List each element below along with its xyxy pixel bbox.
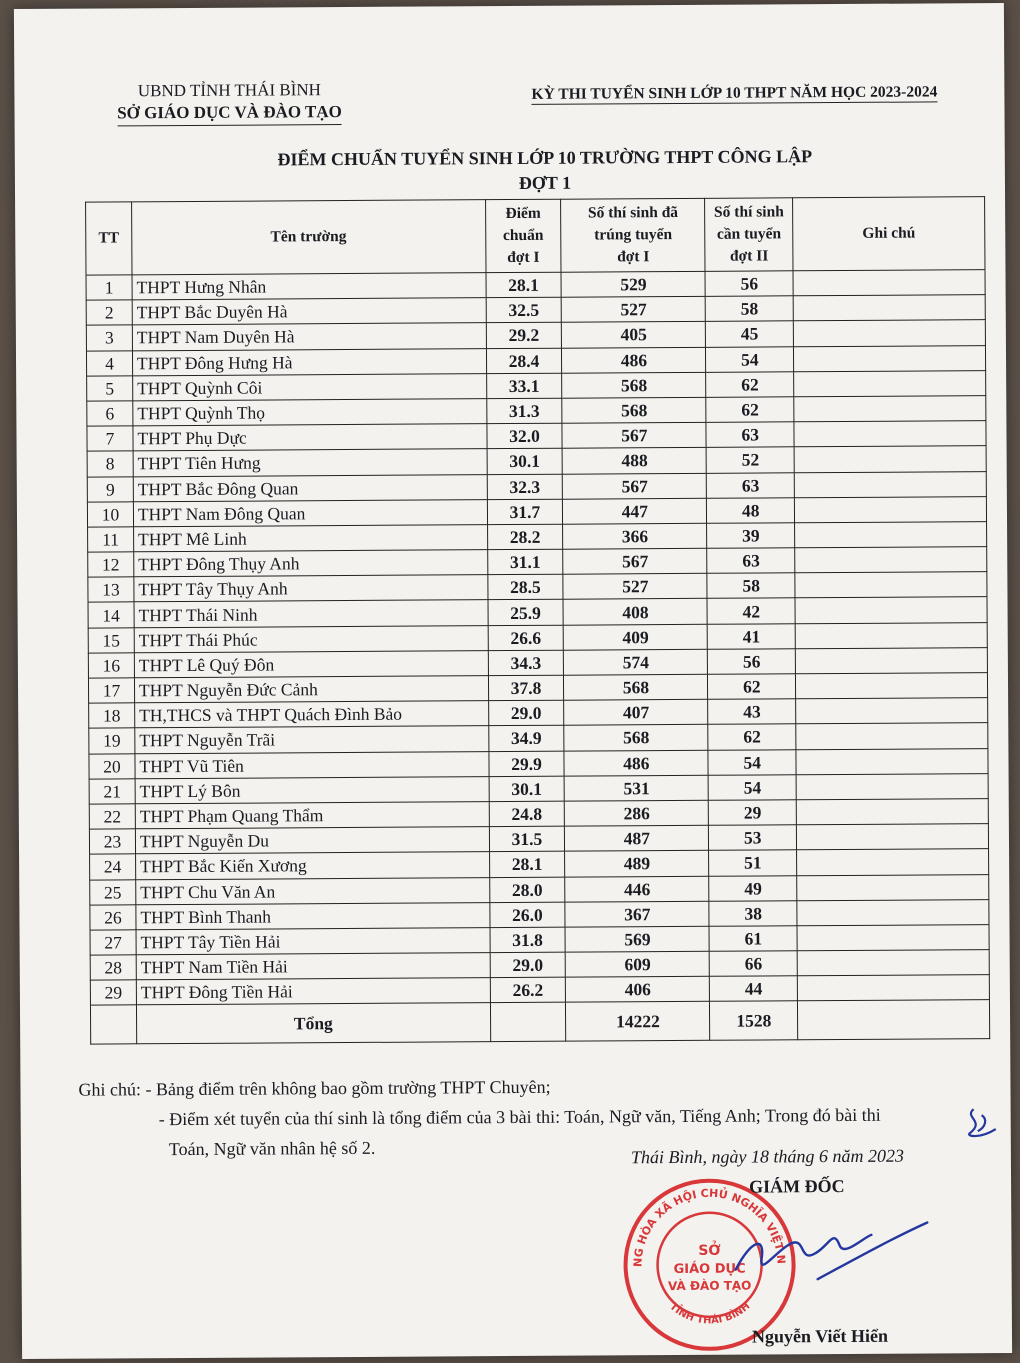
row-needed: 54 [708,775,796,801]
row-needed: 62 [708,724,796,750]
col-admitted [561,198,705,272]
exam-heading [484,83,984,104]
row-needed: 62 [706,397,794,423]
row-admitted: 567 [563,473,707,499]
row-tt: 28 [90,955,136,980]
row-needed: 29 [709,800,797,826]
row-admitted: 574 [564,649,708,675]
col-admitted-line: đợt I [617,248,650,266]
row-admitted: 406 [566,977,710,1003]
row-school: THPT Hưng Nhân [132,273,486,300]
col-needed [705,198,793,272]
row-admitted: 609 [566,951,710,977]
row-note [794,446,986,472]
row-admitted: 366 [563,523,707,549]
row-admitted: 529 [561,271,705,297]
row-school: THPT Lý Bôn [135,776,489,803]
row-tt: 23 [89,829,135,854]
row-note [795,521,987,547]
row-score: 31.3 [486,398,562,424]
row-tt: 2 [86,300,132,325]
note-line-1: Ghi chú: - Bảng điểm trên không bao gồm trường THPT Chuyên; [78,1076,551,1100]
place-date: Thái Bình, ngày 18 tháng 6 năm 2023 [630,1145,904,1168]
row-admitted: 367 [565,901,709,927]
col-note: Ghi chú [793,197,985,271]
row-admitted: 531 [565,775,709,801]
row-needed: 45 [706,321,794,347]
org-line-2: SỞ GIÁO DỤC VÀ ĐÀO TẠO [117,101,342,126]
row-admitted: 489 [565,851,709,877]
row-admitted: 408 [563,599,707,625]
row-admitted: 405 [562,322,706,348]
row-tt: 6 [87,401,133,426]
row-school: THPT Bắc Kiến Xương [136,852,490,879]
row-tt: 9 [87,476,133,501]
row-needed: 51 [709,850,797,876]
row-note [795,547,987,573]
row-school: THPT Nguyễn Du [135,827,489,854]
row-score: 31.7 [487,499,563,525]
stamp-center-2: GIÁO DỤC [673,1261,746,1278]
row-admitted: 409 [564,624,708,650]
row-school: THPT Tiên Hưng [133,449,487,476]
row-tt: 20 [89,753,135,778]
document-page [14,3,1012,1359]
row-score: 32.0 [486,423,562,449]
col-needed-line: đợt II [729,247,769,265]
row-note [797,950,989,976]
row-school: THPT Đông Thụy Anh [134,550,488,577]
row-tt: 15 [88,627,134,652]
row-admitted: 568 [562,397,706,423]
row-needed: 63 [707,472,795,498]
stamp-center-3: VÀ ĐÀO TẠO [667,1278,752,1294]
signer-name: Nguyễn Viết Hiển [751,1325,889,1347]
row-school: THPT Phạm Quang Thẩm [135,802,489,829]
row-score: 31.1 [487,549,563,575]
col-score-line: Điểm [505,204,541,223]
row-school: THPT Chu Văn An [136,877,490,904]
total-label: Tổng [136,1003,490,1044]
total-cell-empty [90,1005,136,1044]
row-needed: 52 [706,447,794,473]
row-needed: 62 [706,372,794,398]
total-row [90,1000,989,1044]
row-note [796,723,988,749]
col-needed-line: cần tuyển [716,225,782,243]
row-tt: 12 [88,552,134,577]
row-tt: 27 [90,930,136,955]
row-admitted: 486 [564,750,708,776]
row-score: 26.6 [488,625,564,651]
row-school: THPT Nguyễn Đức Cảnh [134,676,488,703]
row-admitted: 567 [562,422,706,448]
row-admitted: 407 [564,699,708,725]
row-tt: 25 [90,879,136,904]
row-admitted: 487 [565,825,709,851]
row-tt: 14 [88,602,134,627]
row-needed: 53 [709,825,797,851]
row-admitted: 568 [562,372,706,398]
row-tt: 17 [88,678,134,703]
row-tt: 7 [87,426,133,451]
row-note [796,799,988,825]
row-tt: 11 [88,527,134,552]
row-tt: 13 [88,577,134,602]
row-note [797,874,989,900]
row-needed: 66 [709,951,797,977]
title-line-2: ĐỢT 1 [518,172,572,193]
row-note [797,924,989,950]
col-score [485,199,561,272]
row-score: 32.3 [487,474,563,500]
row-needed: 39 [707,523,795,549]
row-score: 30.1 [489,776,565,802]
row-note [796,647,988,673]
row-score: 31.8 [490,927,566,953]
row-needed: 61 [709,926,797,952]
row-note [794,396,986,422]
row-score: 26.2 [490,977,566,1003]
row-note [797,849,989,875]
row-needed: 54 [706,346,794,372]
row-needed: 62 [708,674,796,700]
total-cell-empty [490,1003,566,1042]
row-school: THPT Bắc Đông Quan [133,474,487,501]
row-tt: 29 [90,980,136,1005]
note-line-2: - Điểm xét tuyển của thí sinh là tổng điểm của 3 bài thi: Toán, Ngữ văn, Tiếng Anh; Trong đó bài thi [158,1104,881,1130]
row-score: 26.0 [489,902,565,928]
row-note [793,295,985,321]
row-school: THPT Bắc Duyên Hà [132,298,486,325]
row-school: THPT Tây Tiền Hải [136,928,490,955]
row-needed: 54 [708,749,796,775]
row-admitted: 569 [565,926,709,952]
row-school: THPT Quỳnh Côi [133,373,487,400]
row-school: THPT Lê Quý Đôn [134,650,488,677]
row-score: 31.5 [489,826,565,852]
row-needed: 63 [706,422,794,448]
row-score: 28.1 [489,851,565,877]
table-body [86,270,989,1006]
col-score-line: đợt I [507,248,540,267]
row-needed: 44 [710,976,798,1002]
row-score: 32.5 [486,297,562,323]
row-score: 34.3 [488,650,564,676]
row-school: THPT Nam Duyên Hà [132,323,486,350]
row-tt: 24 [90,854,136,879]
row-score: 30.1 [487,449,563,475]
row-needed: 38 [709,900,797,926]
row-score: 29.9 [488,751,564,777]
row-note [794,370,986,396]
initials-mark [956,1103,1006,1148]
row-score: 33.1 [486,373,562,399]
row-tt: 3 [86,325,132,350]
row-admitted: 446 [565,876,709,902]
total-cell-empty [798,1000,990,1040]
row-admitted: 568 [564,674,708,700]
row-score: 28.5 [487,574,563,600]
row-needed: 42 [707,598,795,624]
row-score: 29.2 [486,323,562,349]
row-note [797,824,989,850]
row-school: THPT Nam Tiền Hải [136,953,490,980]
col-tt: TT [86,202,132,275]
issuing-authority [84,79,374,127]
row-note [797,899,989,925]
row-score: 29.0 [488,700,564,726]
row-tt: 22 [89,804,135,829]
score-table [85,196,990,1045]
row-note [796,673,988,699]
row-note [793,270,985,296]
row-score: 28.2 [487,524,563,550]
row-admitted: 568 [564,725,708,751]
col-needed-line: Số thí sinh [713,203,784,221]
row-note [796,773,988,799]
col-score-line: chuẩn [502,226,544,245]
row-note [796,748,988,774]
row-note [795,572,987,598]
row-note [796,698,988,724]
row-note [794,320,986,346]
row-admitted: 488 [563,448,707,474]
stamp-outer-text: CỘNG HÒA XÃ HỘI CHỦ NGHĨA VIỆT NAM [631,1186,788,1268]
row-school: THPT Nam Đông Quan [133,499,487,526]
row-school: THPT Thái Phúc [134,625,488,652]
row-tt: 19 [89,728,135,753]
row-school: THPT Phụ Dực [133,424,487,451]
col-school: Tên trường [132,200,486,275]
row-needed: 58 [705,296,793,322]
row-school: THPT Thái Ninh [134,600,488,627]
col-admitted-line: Số thí sinh đã [587,203,679,222]
row-school: TH,THCS và THPT Quách Đình Bảo [135,701,489,728]
org-line-1: UBND TỈNH THÁI BÌNH [137,80,321,101]
row-admitted: 567 [563,548,707,574]
row-needed: 43 [708,699,796,725]
row-tt: 21 [89,779,135,804]
row-note [794,345,986,371]
document-title [165,143,925,198]
row-tt: 10 [87,502,133,527]
table-header-row [86,197,985,275]
row-needed: 63 [707,548,795,574]
title-line-1: ĐIỂM CHUẨN TUYỂN SINH LỚP 10 TRƯỜNG THPT CÔNG LẬP [277,146,813,170]
row-score: 29.0 [490,952,566,978]
row-needed: 58 [707,573,795,599]
row-needed: 41 [707,623,795,649]
row-school: THPT Quỳnh Thọ [133,399,487,426]
row-note [798,975,990,1001]
signer-title: GIÁM ĐỐC [749,1175,845,1197]
row-score: 34.9 [488,726,564,752]
row-note [794,471,986,497]
stamp-center-1: SỞ [698,1242,721,1259]
row-admitted: 486 [562,347,706,373]
stamp-bottom-text: TỈNH THÁI BÌNH [667,1300,753,1327]
col-admitted-line: trúng tuyển [594,226,673,244]
total-admitted: 14222 [566,1002,710,1042]
row-school: THPT Bình Thanh [136,902,490,929]
row-needed: 48 [707,497,795,523]
row-school: THPT Vũ Tiên [135,751,489,778]
row-note [795,496,987,522]
row-admitted: 527 [563,574,707,600]
row-admitted: 447 [563,498,707,524]
row-admitted: 286 [565,800,709,826]
row-score: 24.8 [489,801,565,827]
row-school: THPT Đông Hưng Hà [132,348,486,375]
row-tt: 18 [89,703,135,728]
row-school: THPT Mê Linh [134,525,488,552]
row-needed: 56 [705,271,793,297]
row-score: 28.0 [489,877,565,903]
row-school: THPT Đông Tiền Hải [136,978,490,1005]
row-tt: 1 [86,275,132,300]
row-tt: 26 [90,904,136,929]
row-needed: 56 [708,649,796,675]
row-admitted: 527 [562,297,706,323]
note-line-3: Toán, Ngữ văn nhân hệ số 2. [168,1137,376,1160]
row-tt: 5 [87,376,133,401]
row-tt: 8 [87,451,133,476]
row-note [795,597,987,623]
row-needed: 49 [709,875,797,901]
row-score: 28.1 [486,272,562,298]
row-score: 25.9 [488,600,564,626]
exam-title: KỲ THI TUYỂN SINH LỚP 10 THPT NĂM HỌC 2023-2024 [531,83,938,103]
handwritten-signature [721,1198,942,1309]
row-school: THPT Nguyễn Trãi [135,726,489,753]
row-school: THPT Tây Thụy Anh [134,575,488,602]
row-tt: 4 [86,350,132,375]
row-score: 37.8 [488,675,564,701]
row-note [794,421,986,447]
row-note [795,622,987,648]
row-score: 28.4 [486,348,562,374]
total-needed: 1528 [710,1001,798,1041]
row-tt: 16 [88,653,134,678]
